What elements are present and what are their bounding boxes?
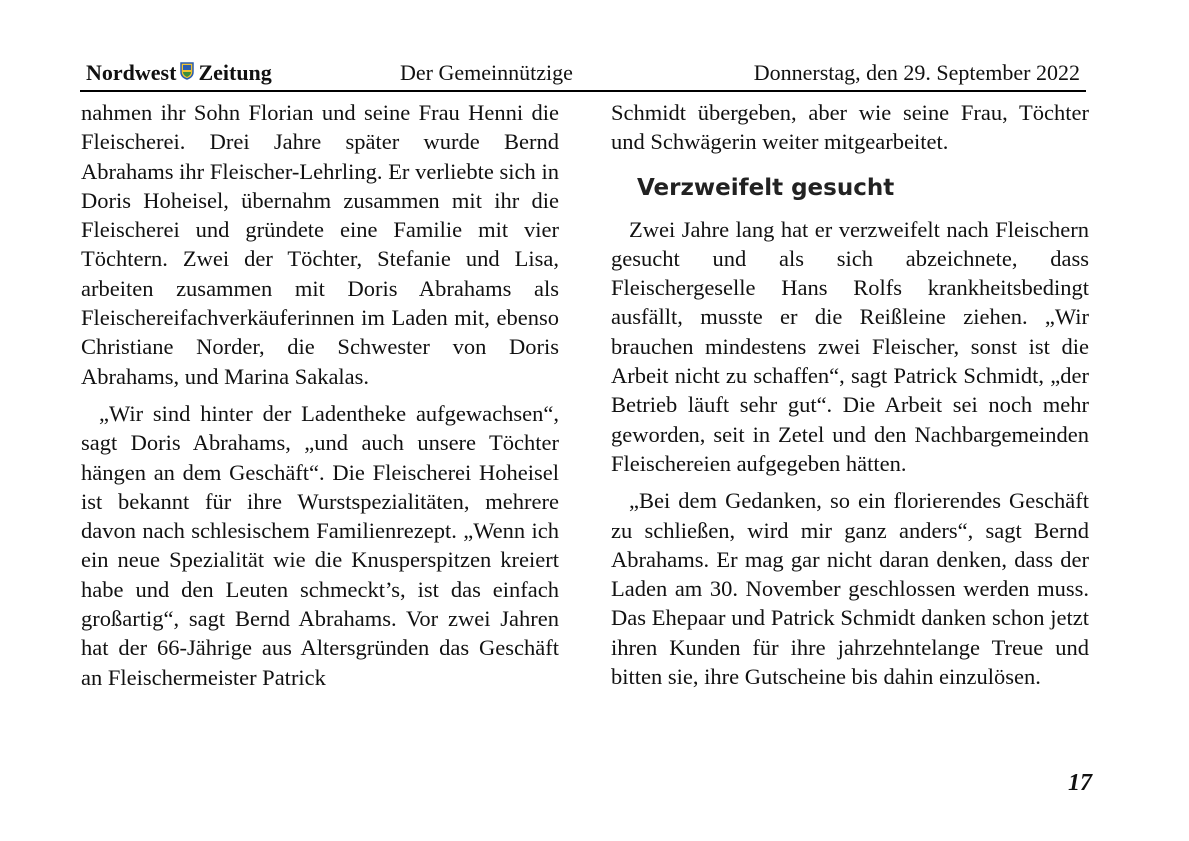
section-heading: Verzweifelt gesucht	[637, 174, 895, 201]
page-number: 17	[1068, 770, 1092, 796]
paragraph: nahmen ihr Sohn Florian und seine Frau Henni die Fleischerei. Drei Jahre später wurde Bernd Abrahams ihr Fleischer-Lehrling. Er verliebte sich in Doris Hoheisel, übernahm zusammen mit ihr die Fleischerei und gründete eine Familie mit vier Töchtern. Zwei der Töchter, Stefanie und Lisa, arbeiten zusammen mit Doris Abrahams als Fleischereifachverkäuferinnen im Laden mit, ebenso Christiane Norder, die Schwester von Doris Abrahams, und Marina Sakalas.	[81, 100, 559, 389]
newspaper-brand	[86, 60, 272, 86]
paragraph: „Wir sind hinter der Ladentheke aufgewachsen“, sagt Doris Abrahams, „und auch unsere Töchter hängen an dem Geschäft“. Die Fleischerei Hoheisel ist bekannt für ihre Wurstspezialitäten, mehrere davon nach schlesischem Familienrezept. „Wenn ich ein neue Spezialität wie die Knusperspitzen kreiert habe und den Leuten schmeckt’s, ist das einfach großartig“, sagt Bernd Abrahams. Vor zwei Jahren hat der 66-Jährige aus Altersgründen das Geschäft an Fleischermeister Patrick	[81, 400, 559, 690]
brand-name-right: Zeitung	[198, 60, 272, 85]
coat-of-arms-icon	[180, 60, 194, 86]
brand-name-left: Nordwest	[86, 60, 177, 85]
page-header	[80, 58, 1086, 92]
issue-date: Donnerstag, den 29. September 2022	[753, 60, 1080, 85]
paragraph: Schmidt übergeben, aber wie seine Frau, Töchter und Schwägerin weiter mitgearbeitet.	[611, 100, 1089, 155]
paragraph: „Bei dem Gedanken, so ein florierendes Geschäft zu schließen, wird mir ganz anders“, sagt Bernd Abrahams. Er mag gar nicht daran denken, dass der Laden am 30. November geschlossen werden muss. Das Ehepaar und Patrick Schmidt danken schon jetzt ihren Kunden für ihre jahrzehntelange Treue und bitten sie, ihre Gutscheine bis dahin einzulösen.	[611, 488, 1089, 690]
supplement-title: Der Gemeinnützige	[400, 60, 573, 85]
paragraph: Zwei Jahre lang hat er verzweifelt nach Fleischern gesucht und als sich abzeichnete, dass Fleischergeselle Hans Rolfs krankheitsbedingt ausfällt, musste er die Reißleine ziehen. „Wir brauchen mindestens zwei Fleischer, sonst ist die Arbeit nicht zu schaffen“, sagt Patrick Schmidt, „der Betrieb läuft sehr gut“. Die Arbeit sei noch mehr geworden, seit in Zetel und den Nachbargemeinden Fleischereien aufgegeben hätten.	[611, 216, 1089, 476]
left-column	[81, 98, 559, 692]
right-column	[611, 98, 1089, 691]
